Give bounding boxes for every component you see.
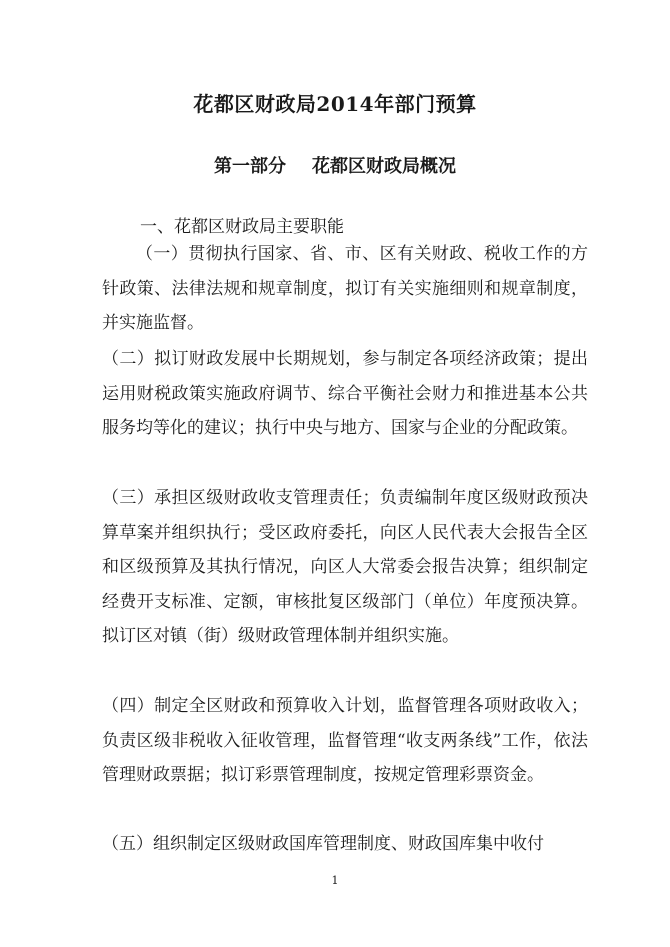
document-title: 花都区财政局2014年部门预算 [193,92,477,116]
section-heading: 一、花都区财政局主要职能 [140,217,344,237]
part-title [0,152,670,178]
page-number: 1 [331,874,339,887]
paragraph-1: （一）贯彻执行国家、省、市、区有关财政、税收工作的方针政策、法律法规和规章制度，拟订有关实施细则和规章制度，并实施监督。 [102,244,588,333]
part-label: 第一部分 [214,156,286,177]
paragraph-3: （三）承担区级财政收支管理责任；负责编制年度区级财政预决算草案并组织执行；受区政府委托，向区人民代表大会报告全区和区级预算及其执行情况，向区人大常委会报告决算；组织制定经费开支标准、定额，审核批复区级部门（单位）年度预决算。拟订区对镇（街）级财政管理体制并组织实施。 [102,488,588,646]
paragraph-2: （二）拟订财政发展中长期规划，参与制定各项经济政策；提出运用财税政策实施政府调节、综合平衡社会财力和推进基本公共服务均等化的建议；执行中央与地方、国家与企业的分配政策。 [102,349,588,438]
paragraph-5: （五）组织制定区级财政国库管理制度、财政国库集中收付 [102,834,544,854]
paragraph-4: （四）制定全区财政和预算收入计划，监督管理各项财政收入；负责区级非税收入征收管理，监督管理“收支两条线”工作，依法管理财政票据；拟订彩票管理制度，按规定管理彩票资金。 [102,696,588,785]
part-name: 花都区财政局概况 [312,156,456,177]
